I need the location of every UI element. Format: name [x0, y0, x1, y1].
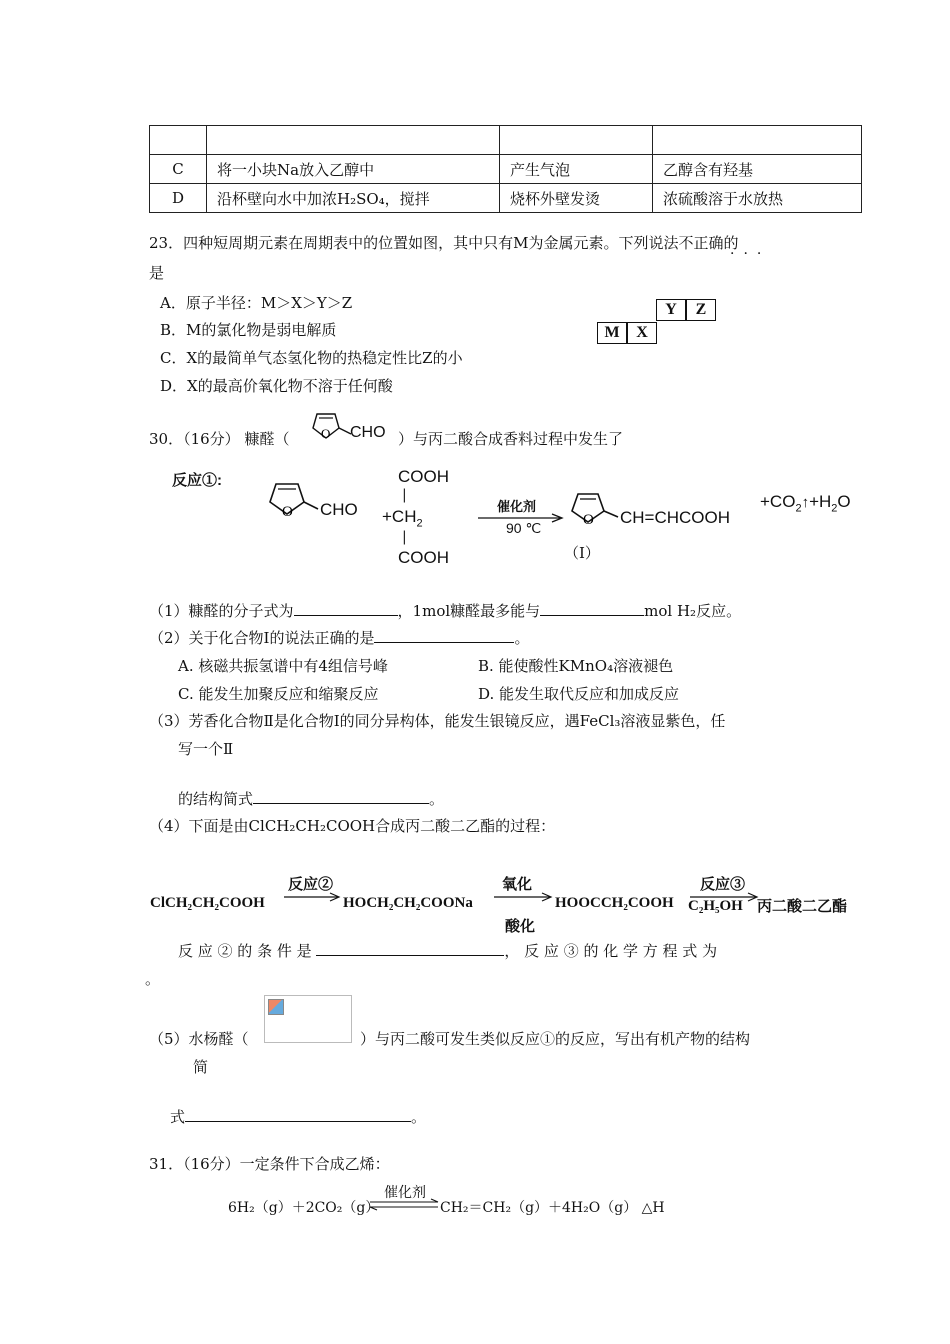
malonic-cooh-bottom: COOH [398, 548, 449, 567]
q30-sub4: （4）下面是由ClCH₂CH₂COOH合成丙二酸二乙酯的过程： [149, 817, 556, 835]
sub5-end: 。 [411, 1108, 427, 1126]
sub4-text-b: ， 反 应 ③ 的 化 学 方 程 式 为 [504, 942, 718, 960]
reaction1-label: 反应①: [172, 472, 222, 489]
q23-option-b: B．M的氯化物是弱电解质 [160, 321, 337, 339]
gas-arrow-icon: ↑ [801, 494, 810, 511]
broken-image-icon [268, 999, 284, 1015]
q23-stem-continued: 是 [149, 264, 165, 282]
h2o-text: +H [809, 492, 832, 511]
sub2-option-d: D. 能发生取代反应和加成反应 [478, 685, 680, 703]
q23-stem [149, 232, 738, 253]
cell-z: Z [686, 299, 716, 321]
sub2-end: 。 [514, 629, 530, 647]
sub2-text: （2）关于化合物Ⅰ的说法正确的是 [149, 629, 375, 647]
cell-m: M [597, 322, 627, 344]
answer-blank[interactable] [185, 1107, 411, 1122]
table-cell: D [150, 184, 207, 213]
q30-stem-a: 30．（16分） 糠醛（ [149, 430, 290, 448]
sub2-option-c: C. 能发生加聚反应和缩聚反应 [178, 685, 379, 703]
r1-cho: CHO [320, 500, 358, 519]
q23-option-a: A．原子半径：M＞X＞Y＞Z [160, 294, 353, 312]
sub3-end: 。 [429, 790, 445, 808]
table-row [150, 155, 862, 184]
q23-emph-text: 不正确 [678, 234, 724, 252]
q30-sub5-a: （5）水杨醛（ [149, 1030, 249, 1048]
temperature-label: 90 ℃ [506, 520, 542, 536]
table-cell: 浓硫酸溶于水放热 [653, 184, 862, 213]
experiment-table [149, 125, 862, 213]
q30-sub3-line3 [178, 788, 444, 809]
furfural-structure [305, 410, 355, 446]
emphasis-dots: ··· [730, 246, 771, 262]
table-cell [653, 126, 862, 155]
sub3-text: 的结构简式 [178, 790, 254, 808]
ch2-text: +CH [382, 507, 417, 526]
bond-line: | [402, 487, 407, 503]
cell-y: Y [656, 299, 686, 321]
table-cell: 烧杯外壁发烫 [500, 184, 653, 213]
svg-text:O: O [321, 426, 331, 441]
answer-blank[interactable] [253, 789, 429, 804]
malonic-cooh-top: COOH [398, 467, 449, 486]
sub4-end: 。 [145, 970, 161, 988]
sub2-option-a: A. 核磁共振氢谱中有4组信号峰 [178, 657, 388, 675]
q30-sub1 [149, 600, 741, 621]
scheme-ethanol: C₂H₅OH [688, 898, 743, 914]
answer-blank[interactable] [374, 628, 514, 643]
q30-sub5-c: 简 [193, 1058, 209, 1076]
q31-catalyst: 催化剂 [384, 1184, 426, 1200]
scheme-arrow-2 [494, 892, 552, 902]
co2-sub: 2 [795, 502, 802, 515]
scheme-start: ClCH₂CH₂COOH [150, 895, 265, 911]
q23-stem-tail: 的 [723, 234, 739, 252]
table-cell: 沿杯壁向水中加浓H₂SO₄，搅拌 [207, 184, 500, 213]
scheme-intermediate-2: HOOCCH₂COOH [555, 895, 674, 911]
q30-sub2 [149, 627, 530, 648]
q30-sub5-b: ）与丙二酸可发生类似反应①的反应，写出有机产物的结构 [360, 1030, 751, 1048]
scheme-acidify: 酸化 [505, 919, 536, 935]
answer-blank[interactable] [294, 601, 398, 616]
scheme-product: 丙二酸二乙酯 [757, 899, 848, 915]
scheme-reaction2: 反应② [288, 877, 334, 893]
sub1-text-a: （1）糠醛的分子式为 [149, 602, 294, 620]
malonic-ch2 [382, 507, 423, 529]
svg-text:O: O [282, 504, 293, 520]
table-cell [500, 126, 653, 155]
salicylaldehyde-image-placeholder [264, 995, 352, 1043]
product-chain: CH=CHCOOH [620, 508, 731, 527]
table-cell: C [150, 155, 207, 184]
q23-emphasis [678, 234, 723, 252]
scheme-reaction3: 反应③ [700, 877, 746, 893]
sub1-text-c: mol H₂反应。 [644, 602, 742, 620]
sub4-text-a: 反 应 ② 的 条 件 是 [178, 942, 312, 960]
product-furan-ring [568, 488, 622, 530]
byproducts [760, 492, 851, 514]
q31-eq-left: 6H₂（g）＋2CO₂（g） [228, 1200, 380, 1216]
table-cell [150, 126, 207, 155]
bond-line: | [402, 529, 407, 545]
furan-ring [266, 478, 324, 522]
answer-blank[interactable] [540, 601, 644, 616]
sub2-option-b: B. 能使酸性KMnO₄溶液褪色 [478, 657, 674, 675]
svg-text:O: O [583, 512, 594, 528]
h2o-sub: 2 [831, 502, 838, 515]
table-cell: 将一小块Na放入乙醇中 [207, 155, 500, 184]
q23-stem-text: 23．四种短周期元素在周期表中的位置如图，其中只有M为金属元素。下列说法 [149, 234, 679, 252]
cell-x: X [627, 322, 657, 344]
co2-text: +CO [760, 492, 796, 511]
q30-stem-b: ）与丙二酸合成香料过程中发生了 [398, 430, 624, 448]
q23-option-c: C．X的最简单气态氢化物的热稳定性比Z的小 [160, 349, 463, 367]
q23-option-d: D．X的最高价氧化物不溶于任何酸 [160, 377, 393, 395]
furfural-cho: CHO [350, 424, 386, 441]
q31-stem: 31．（16分）一定条件下合成乙烯： [149, 1155, 390, 1173]
equilibrium-arrow-icon [370, 1199, 440, 1211]
compound-label: （Ⅰ） [564, 544, 600, 562]
table-cell: 乙醇含有羟基 [653, 155, 862, 184]
table-row [150, 184, 862, 213]
table-row [150, 126, 862, 155]
table-cell [207, 126, 500, 155]
catalyst-label: 催化剂 [497, 499, 537, 514]
answer-blank[interactable] [316, 941, 504, 956]
scheme-oxidation: 氧化 [502, 877, 533, 893]
q31-eq-right: CH₂＝CH₂（g）＋4H₂O（g） △H [440, 1200, 665, 1216]
sub5-text: 式 [170, 1108, 186, 1126]
q30-sub3-line2: 写一个Ⅱ [178, 740, 234, 758]
scheme-intermediate-1: HOCH₂CH₂COONa [343, 895, 473, 911]
h2o-o: O [837, 492, 851, 511]
table-cell: 产生气泡 [500, 155, 653, 184]
scheme-arrow-1 [284, 892, 340, 902]
q30-sub5-d [170, 1106, 426, 1127]
q30-sub3-line1: （3）芳香化合物Ⅱ是化合物Ⅰ的同分异构体，能发生银镜反应，遇FeCl₃溶液显紫色，任 [149, 712, 726, 730]
sub1-text-b: ，1mol糠醛最多能与 [397, 602, 541, 620]
q30-sub4-question [178, 940, 717, 961]
ch2-sub: 2 [416, 517, 423, 530]
